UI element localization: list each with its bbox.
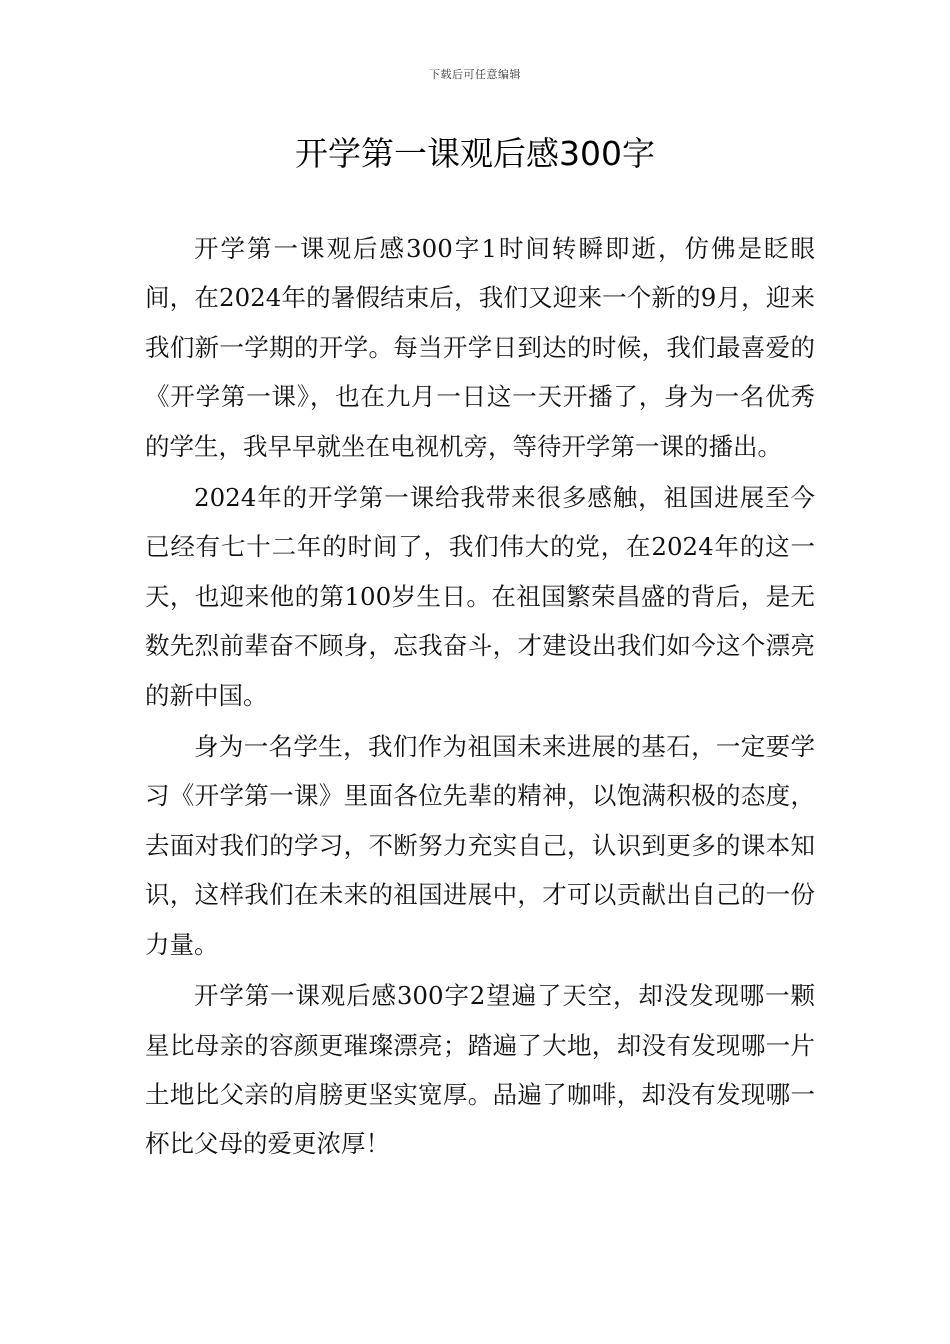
header-note: 下载后可任意编辑	[429, 68, 521, 81]
document-title: 开学第一课观后感300字	[295, 134, 655, 173]
paragraph-3: 身为一名学生，我们作为祖国未来进展的基石，一定要学习《开学第一课》里面各位先辈的精神，以饱满积极的态度，去面对我们的学习，不断努力充实自己，认识到更多的课本知识，这样我们在未来的祖国进展中，才可以贡献出自己的一份力量。	[145, 732, 815, 959]
paragraph-4: 开学第一课观后感300字2望遍了天空，却没发现哪一颗星比母亲的容颜更璀璨漂亮；踏遍了大地，却没有发现哪一片土地比父亲的肩膀更坚实宽厚。品遍了咖啡，却没有发现哪一杯比父母的爱更浓厚！	[145, 981, 815, 1159]
paragraph-1: 开学第一课观后感300字1时间转瞬即逝，仿佛是眨眼间，在2024年的暑假结束后，我们又迎来一个新的9月，迎来我们新一学期的开学。每当开学日到达的时候，我们最喜爱的《开学第一课》，也在九月一日这一天开播了，身为一名优秀的学生，我早早就坐在电视机旁，等待开学第一课的播出。	[145, 234, 815, 461]
document-body	[145, 224, 815, 1169]
paragraph-2: 2024年的开学第一课给我带来很多感触，祖国进展至今已经有七十二年的时间了，我们伟大的党，在2024年的这一天，也迎来他的第100岁生日。在祖国繁荣昌盛的背后，是无数先烈前辈奋不顾身，忘我奋斗，才建设出我们如今这个漂亮的新中国。	[145, 483, 815, 710]
